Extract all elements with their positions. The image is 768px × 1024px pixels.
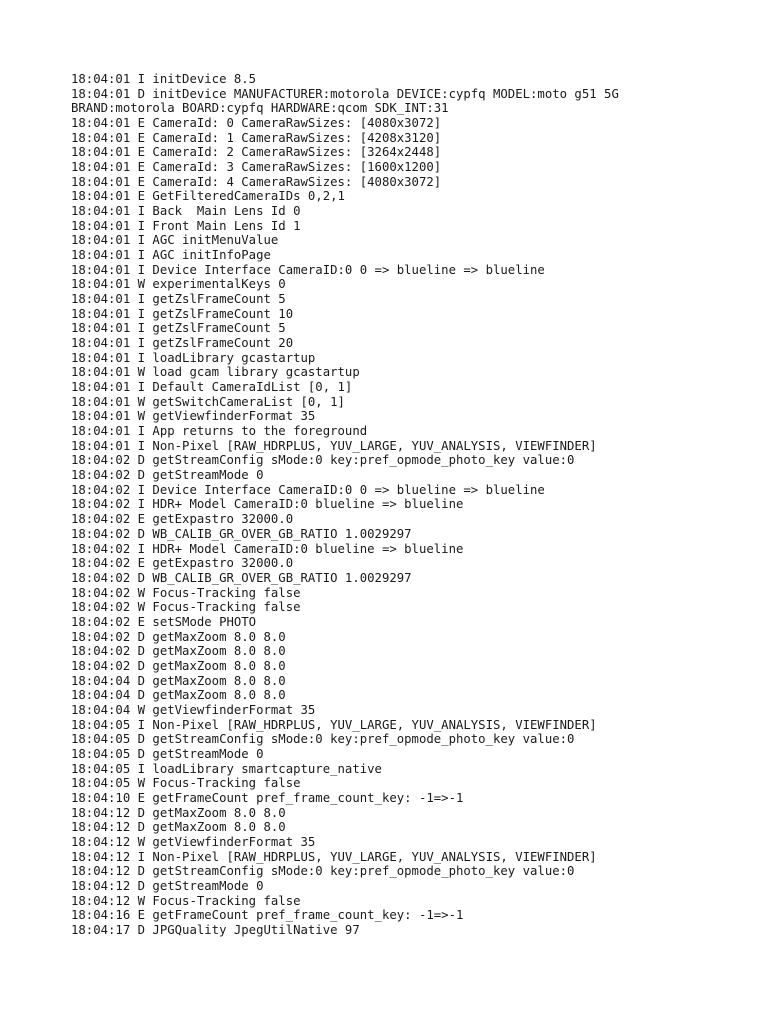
log-line: 18:04:01 W getSwitchCameraList [0, 1]	[71, 394, 345, 409]
log-line: 18:04:12 D getMaxZoom 8.0 8.0	[71, 805, 286, 820]
log-line: 18:04:02 E getExpastro 32000.0	[71, 556, 294, 571]
log-line: 18:04:01 I getZslFrameCount 10	[71, 306, 294, 321]
log-line: 18:04:01 I AGC initMenuValue	[71, 233, 279, 248]
log-line: 18:04:02 I HDR+ Model CameraID:0 blueline => blueline	[71, 497, 464, 512]
log-line: 18:04:04 D getMaxZoom 8.0 8.0	[71, 673, 286, 688]
log-line: 18:04:02 W Focus-Tracking false	[71, 600, 301, 615]
log-line: 18:04:01 W getViewfinderFormat 35	[71, 409, 316, 424]
log-output	[71, 72, 751, 938]
log-line: 18:04:02 D getStreamMode 0	[71, 468, 264, 483]
log-line: 18:04:05 D getStreamConfig sMode:0 key:pref_opmode_photo_key value:0	[71, 732, 575, 747]
log-line: 18:04:01 I getZslFrameCount 5	[71, 321, 286, 336]
log-line: 18:04:01 I App returns to the foreground	[71, 424, 368, 439]
log-line: 18:04:12 D getStreamConfig sMode:0 key:pref_opmode_photo_key value:0	[71, 864, 575, 879]
log-line: 18:04:02 D WB_CALIB_GR_OVER_GB_RATIO 1.0029297	[71, 570, 412, 585]
log-line: 18:04:10 E getFrameCount pref_frame_count_key: -1=>-1	[71, 790, 464, 805]
log-line: 18:04:01 E CameraId: 0 CameraRawSizes: [4080x3072]	[71, 116, 442, 131]
log-line: 18:04:02 I Device Interface CameraID:0 0 => blueline => blueline	[71, 482, 545, 497]
log-line: 18:04:01 I getZslFrameCount 20	[71, 336, 294, 351]
log-line: 18:04:02 E getExpastro 32000.0	[71, 512, 294, 527]
log-line: 18:04:01 I Device Interface CameraID:0 0 => blueline => blueline	[71, 262, 545, 277]
log-line: 18:04:16 E getFrameCount pref_frame_count_key: -1=>-1	[71, 908, 464, 923]
log-line: 18:04:05 I loadLibrary smartcapture_native	[71, 761, 382, 776]
log-line: 18:04:12 I Non-Pixel [RAW_HDRPLUS, YUV_LARGE, YUV_ANALYSIS, VIEWFINDER]	[71, 849, 597, 864]
log-line: 18:04:02 E setSMode PHOTO	[71, 614, 257, 629]
log-line: 18:04:01 I loadLibrary gcastartup	[71, 350, 316, 365]
log-line: 18:04:01 E CameraId: 4 CameraRawSizes: [4080x3072]	[71, 174, 442, 189]
log-line: 18:04:02 I HDR+ Model CameraID:0 blueline => blueline	[71, 541, 464, 556]
log-line: 18:04:17 D JPGQuality JpegUtilNative 97	[71, 922, 360, 937]
log-line: 18:04:01 I Default CameraIdList [0, 1]	[71, 380, 353, 395]
log-line: 18:04:01 W experimentalKeys 0	[71, 277, 286, 292]
log-line: 18:04:01 I Front Main Lens Id 1	[71, 218, 301, 233]
log-line: 18:04:01 I getZslFrameCount 5	[71, 292, 286, 307]
log-line: 18:04:02 W Focus-Tracking false	[71, 585, 301, 600]
log-line: 18:04:01 E GetFilteredCameraIDs 0,2,1	[71, 189, 345, 204]
log-line: 18:04:04 W getViewfinderFormat 35	[71, 702, 316, 717]
log-line: 18:04:01 I initDevice 8.5	[71, 72, 257, 86]
log-line: 18:04:01 E CameraId: 2 CameraRawSizes: [3264x2448]	[71, 145, 442, 160]
log-line: 18:04:05 I Non-Pixel [RAW_HDRPLUS, YUV_LARGE, YUV_ANALYSIS, VIEWFINDER]	[71, 717, 597, 732]
log-line: 18:04:01 E CameraId: 1 CameraRawSizes: [4208x3120]	[71, 130, 442, 145]
log-line: 18:04:12 W getViewfinderFormat 35	[71, 834, 316, 849]
log-line: 18:04:01 I Non-Pixel [RAW_HDRPLUS, YUV_LARGE, YUV_ANALYSIS, VIEWFINDER]	[71, 438, 597, 453]
log-line: 18:04:01 E CameraId: 3 CameraRawSizes: [1600x1200]	[71, 160, 442, 175]
log-line: 18:04:12 D getStreamMode 0	[71, 878, 264, 893]
log-line: 18:04:01 W load gcam library gcastartup	[71, 365, 360, 380]
log-line: 18:04:01 D initDevice MANUFACTURER:motorola DEVICE:cypfq MODEL:moto g51 5G	[71, 86, 619, 101]
log-line: 18:04:02 D getMaxZoom 8.0 8.0	[71, 629, 286, 644]
log-line: 18:04:02 D getMaxZoom 8.0 8.0	[71, 644, 286, 659]
log-line: 18:04:12 D getMaxZoom 8.0 8.0	[71, 820, 286, 835]
log-line: 18:04:04 D getMaxZoom 8.0 8.0	[71, 688, 286, 703]
log-line: 18:04:05 W Focus-Tracking false	[71, 776, 301, 791]
log-line: BRAND:motorola BOARD:cypfq HARDWARE:qcom SDK_INT:31	[71, 101, 449, 116]
log-line: 18:04:02 D getStreamConfig sMode:0 key:pref_opmode_photo_key value:0	[71, 453, 575, 468]
log-line: 18:04:01 I AGC initInfoPage	[71, 248, 271, 263]
log-line: 18:04:02 D getMaxZoom 8.0 8.0	[71, 658, 286, 673]
log-line: 18:04:01 I Back Main Lens Id 0	[71, 204, 301, 219]
log-line: 18:04:05 D getStreamMode 0	[71, 746, 264, 761]
log-line: 18:04:02 D WB_CALIB_GR_OVER_GB_RATIO 1.0029297	[71, 526, 412, 541]
log-line: 18:04:12 W Focus-Tracking false	[71, 893, 301, 908]
